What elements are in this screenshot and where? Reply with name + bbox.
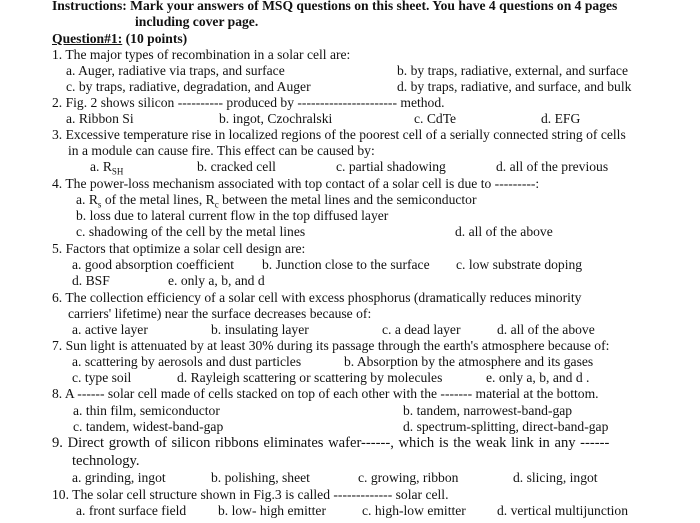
- q10-option-d[interactable]: d. vertical multijunction: [497, 503, 628, 518]
- q4-option-c[interactable]: c. shadowing of the cell by the metal lines: [76, 224, 306, 239]
- q1-option-b[interactable]: b. by traps, radiative, external, and surface: [397, 63, 628, 78]
- q4-stem: 4. The power-loss mechanism associated with top contact of a solar cell is due to ---------:: [52, 176, 540, 191]
- q8-option-c[interactable]: c. tandem, widest-band-gap: [73, 419, 224, 434]
- q2-option-d[interactable]: d. EFG: [541, 111, 581, 126]
- section-points: (10 points): [125, 31, 188, 46]
- q10-stem: 10. The solar cell structure shown in Fig.3 is called ------------- solar cell.: [52, 487, 449, 502]
- q4-option-a-part-2: of the metal lines, R: [101, 192, 215, 207]
- q8-stem: 8. A ------ solar cell made of cells stacked on top of each other with the ------- material at the bottom.: [52, 386, 599, 401]
- q1-option-d[interactable]: d. by traps, radiative, and surface, and bulk: [397, 79, 632, 94]
- q6-option-a[interactable]: a. active layer: [72, 322, 148, 337]
- q4-option-a-part-3: between the metal lines and the semiconductor: [218, 192, 477, 207]
- q6-stem-line-2: carriers' lifetime) near the surface decreases because of:: [68, 306, 372, 321]
- q7-option-e[interactable]: e. only a, b, and d .: [486, 370, 590, 385]
- q2-stem: 2. Fig. 2 shows silicon ---------- produced by ---------------------- method.: [52, 95, 445, 110]
- q4-option-a-part-1: a. R: [76, 192, 98, 207]
- q3-stem-line-1: 3. Excessive temperature rise in localized regions of the poorest cell of a serially connected string of cells: [52, 127, 626, 142]
- q8-option-b[interactable]: b. tandem, narrowest-band-gap: [403, 403, 573, 418]
- q3-option-d[interactable]: d. all of the previous: [496, 159, 609, 174]
- q7-option-d[interactable]: d. Rayleigh scattering or scattering by molecules: [177, 370, 443, 385]
- instructions-line-2: including cover page.: [135, 14, 259, 29]
- q9-option-b[interactable]: b. polishing, sheet: [211, 470, 310, 485]
- q4-option-d[interactable]: d. all of the above: [455, 224, 553, 239]
- q5-option-d[interactable]: d. BSF: [72, 273, 110, 288]
- q4-option-a-sub-1: s: [97, 199, 102, 210]
- q7-option-a[interactable]: a. scattering by aerosols and dust particles: [72, 354, 302, 369]
- q10-option-b[interactable]: b. low- high emitter: [218, 503, 326, 518]
- q10-option-c[interactable]: c. high-low emitter: [362, 503, 466, 518]
- q2-option-b[interactable]: b. ingot, Czochralski: [219, 111, 333, 126]
- q8-option-d[interactable]: d. spectrum-splitting, direct-band-gap: [403, 419, 609, 434]
- q7-option-c[interactable]: c. type soil: [72, 370, 132, 385]
- q1-stem: 1. The major types of recombination in a solar cell are:: [52, 47, 351, 62]
- q10-option-a[interactable]: a. front surface field: [76, 503, 187, 518]
- q5-option-a[interactable]: a. good absorption coefficient: [72, 257, 235, 272]
- q3-option-b[interactable]: b. cracked cell: [197, 159, 276, 174]
- q5-option-b[interactable]: b. Junction close to the surface: [262, 257, 430, 272]
- instructions-line-1: Instructions: Mark your answers of MSQ questions on this sheet. You have 4 questions on 4 pages: [52, 0, 618, 13]
- q6-option-b[interactable]: b. insulating layer: [211, 322, 309, 337]
- q3-option-a-text: a. R: [90, 159, 112, 174]
- q7-option-b[interactable]: b. Absorption by the atmosphere and its gases: [344, 354, 594, 369]
- q6-option-c[interactable]: c. a dead layer: [382, 322, 461, 337]
- q6-option-d[interactable]: d. all of the above: [497, 322, 595, 337]
- q9-stem-line-1: 9. Direct growth of silicon ribbons eliminates wafer------, which is the weak link in any ------: [52, 435, 610, 451]
- q6-stem-line-1: 6. The collection efficiency of a solar cell with excess phosphorus (dramatically reduces minority: [52, 290, 582, 305]
- q9-option-c[interactable]: c. growing, ribbon: [358, 470, 459, 485]
- q8-option-a[interactable]: a. thin film, semiconductor: [73, 403, 220, 418]
- q5-stem: 5. Factors that optimize a solar cell design are:: [52, 241, 306, 256]
- q3-option-a-subscript: SH: [111, 166, 124, 177]
- q3-stem-line-2: in a module can cause fire. This effect can be caused by:: [68, 143, 375, 158]
- q1-option-c[interactable]: c. by traps, radiative, degradation, and Auger: [66, 79, 311, 94]
- q1-option-a[interactable]: a. Auger, radiative via traps, and surface: [66, 63, 285, 78]
- section-title: Question#1:: [52, 31, 123, 46]
- q3-option-c[interactable]: c. partial shadowing: [336, 159, 446, 174]
- q4-option-a-sub-2: c: [214, 199, 219, 210]
- q9-stem-line-2: technology.: [72, 453, 140, 469]
- q9-option-d[interactable]: d. slicing, ingot: [513, 470, 598, 485]
- q2-option-a[interactable]: a. Ribbon Si: [66, 111, 134, 126]
- q5-option-e[interactable]: e. only a, b, and d: [168, 273, 265, 288]
- q9-option-a[interactable]: a. grinding, ingot: [72, 470, 166, 485]
- q5-option-c[interactable]: c. low substrate doping: [456, 257, 583, 272]
- section-header: [52, 31, 187, 47]
- q2-option-c[interactable]: c. CdTe: [414, 111, 457, 126]
- q7-stem: 7. Sun light is attenuated by at least 30% during its passage through the earth's atmosphere because of:: [52, 338, 610, 353]
- q4-option-b[interactable]: b. loss due to lateral current flow in the top diffused layer: [76, 208, 389, 223]
